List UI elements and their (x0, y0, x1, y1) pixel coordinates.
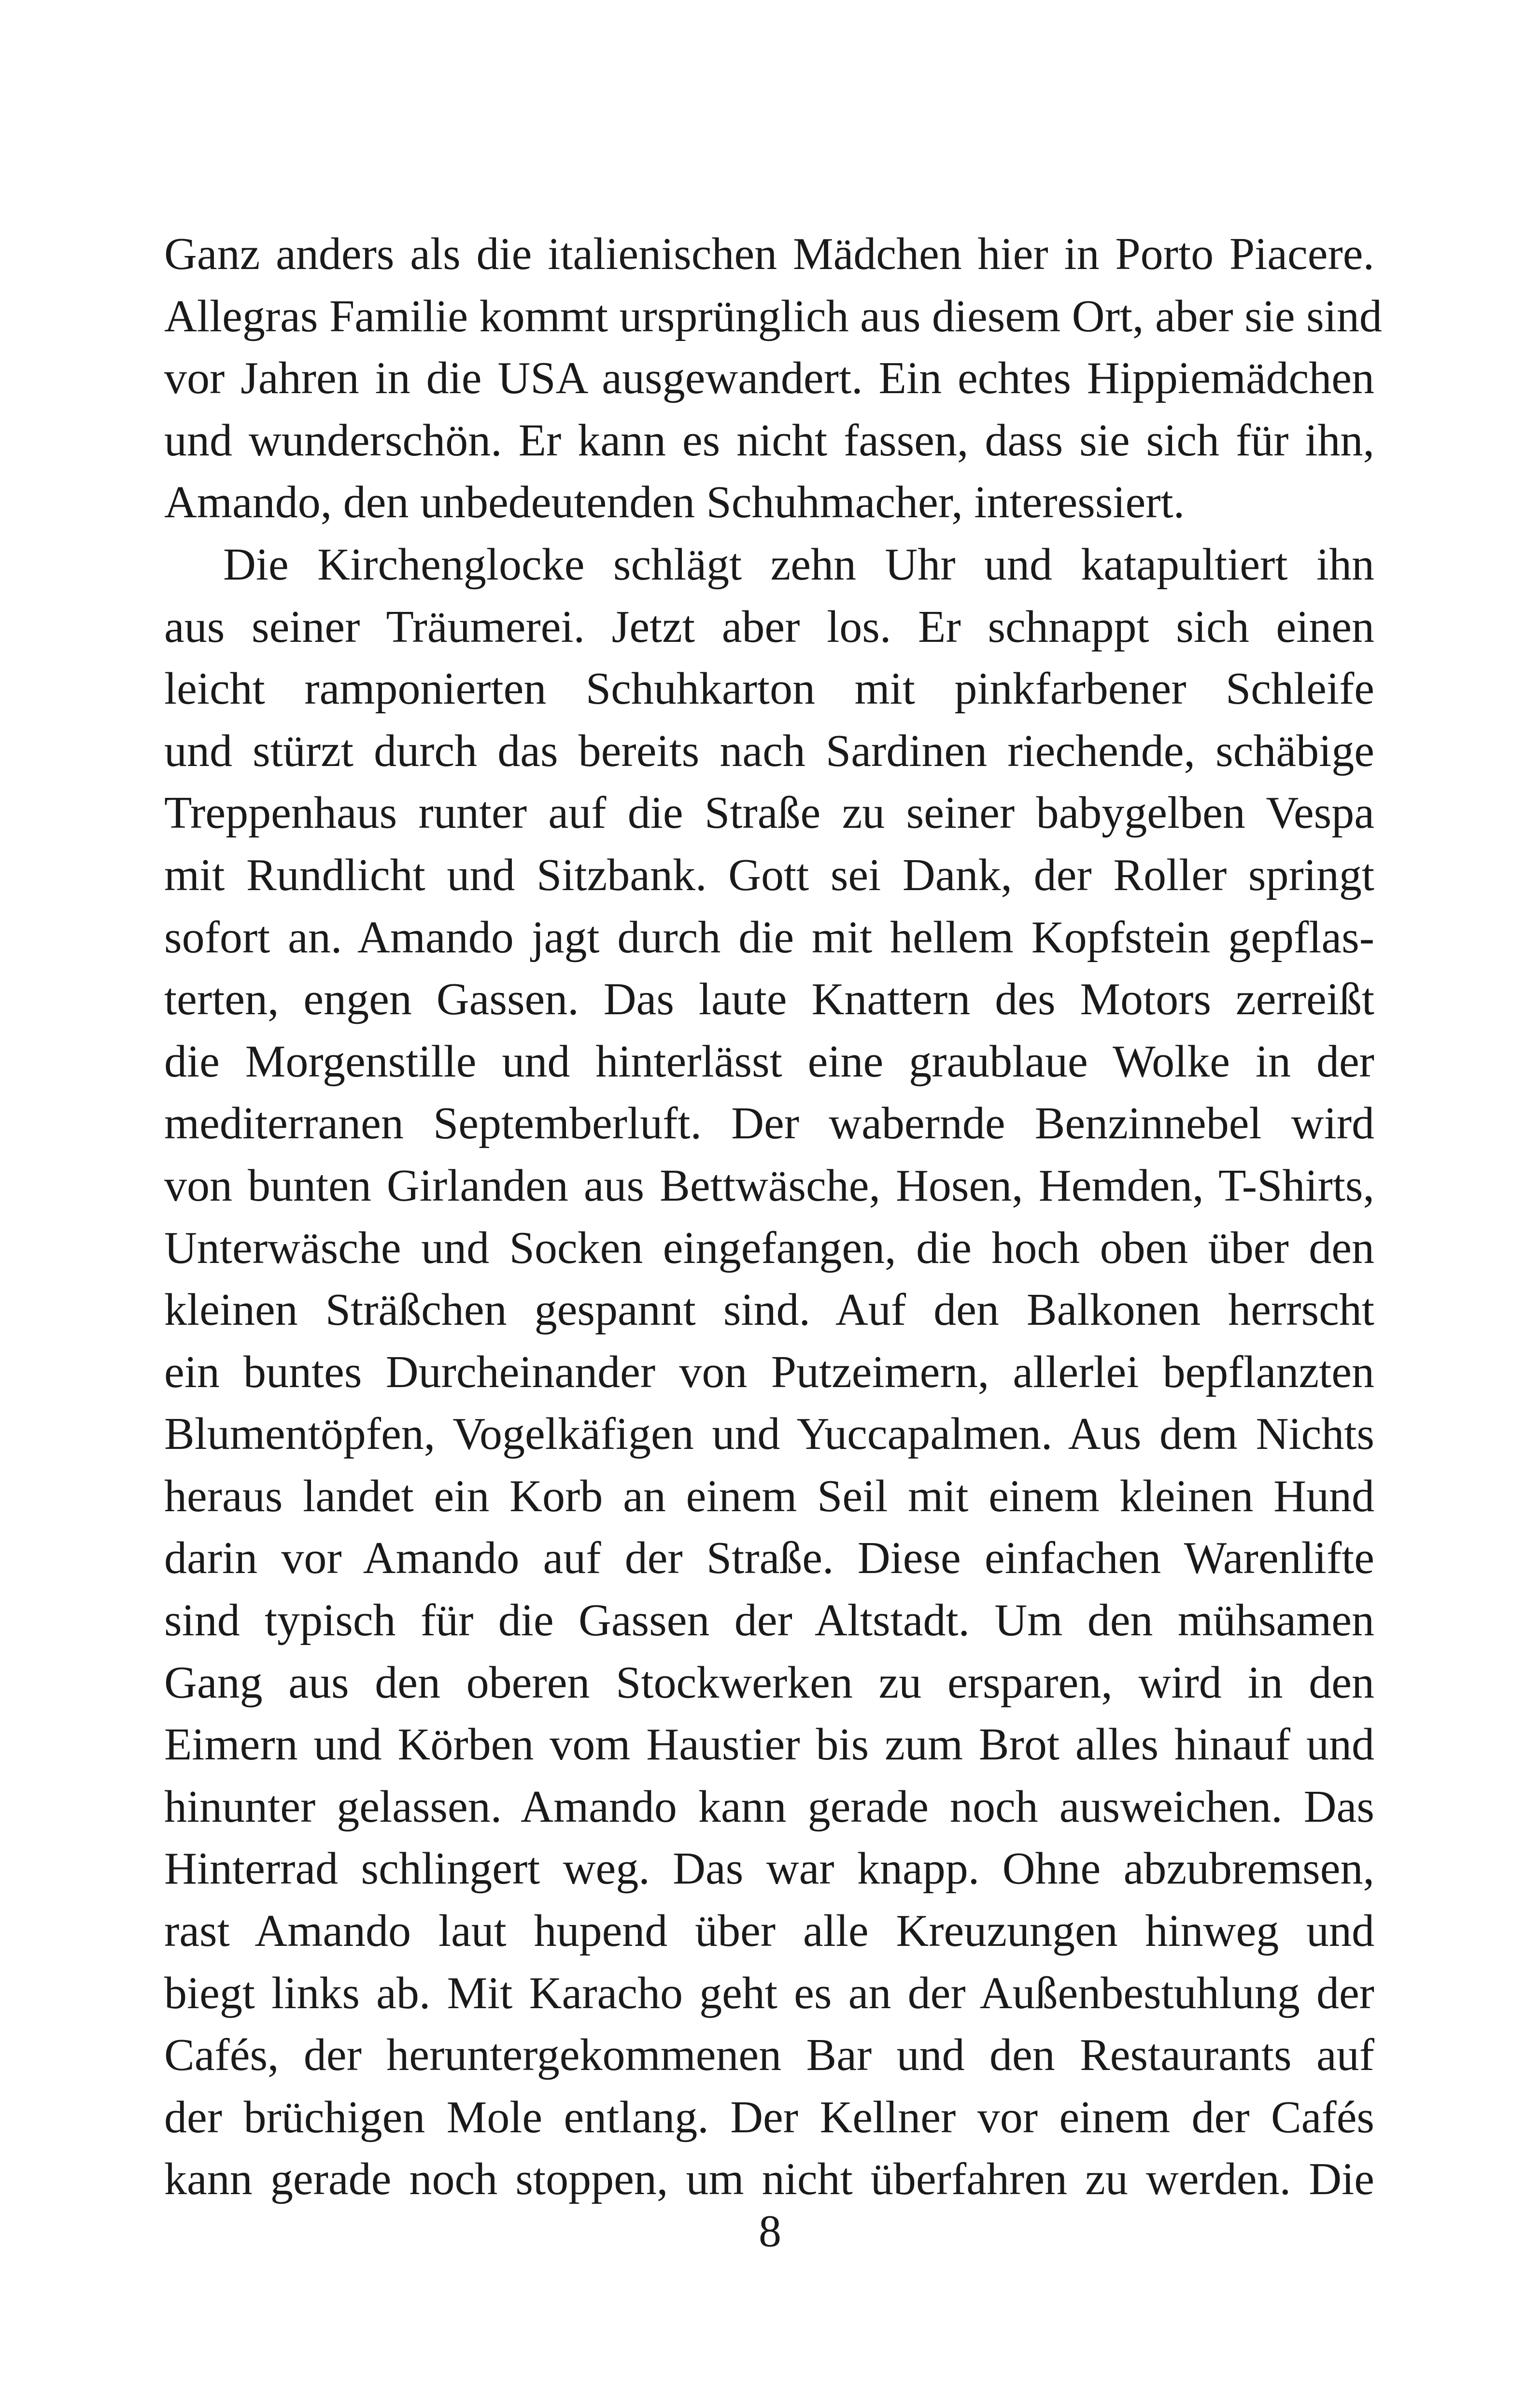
text-line: von bunten Girlanden aus Bettwäsche, Hosen, Hemden, T-Shirts, (164, 1160, 1374, 1211)
text-line: Hinterrad schlingert weg. Das war knapp. Ohne abzubremsen, (164, 1843, 1374, 1894)
text-line: sind typisch für die Gassen der Altstadt. Um den mühsamen (164, 1595, 1374, 1646)
text-line: Cafés, der heruntergekommenen Bar und den Restaurants auf (164, 2030, 1374, 2081)
text-line: Blumentöpfen, Vogelkäfigen und Yuccapalmen. Aus dem Nichts (164, 1409, 1374, 1460)
text-line: sofort an. Amando jagt durch die mit hellem Kopfstein gepflas- (164, 912, 1374, 963)
text-line: der brüchigen Mole entlang. Der Kellner vor einem der Cafés (164, 2092, 1374, 2142)
text-line: Treppenhaus runter auf die Straße zu seiner babygelben Vespa (164, 788, 1374, 838)
text-line: heraus landet ein Korb an einem Seil mit einem kleinen Hund (164, 1471, 1374, 1521)
text-line: Die Kirchenglocke schlägt zehn Uhr und katapultiert ihn (223, 539, 1374, 590)
text-line: Ganz anders als die italienischen Mädchen hier in Porto Piacere. (164, 229, 1374, 279)
text-line: kleinen Sträßchen gespannt sind. Auf den Balkonen herrscht (164, 1285, 1374, 1335)
text-line: mediterranen Septemberluft. Der wabernde Benzinnebel wird (164, 1098, 1374, 1149)
text-line: kann gerade noch stoppen, um nicht überfahren zu werden. Die (164, 2154, 1374, 2205)
text-line: Allegras Familie kommt ursprünglich aus diesem Ort, aber sie sind (164, 291, 1382, 341)
text-line: vor Jahren in die USA ausgewandert. Ein echtes Hippiemädchen (164, 353, 1374, 404)
text-line: mit Rundlicht und Sitzbank. Gott sei Dank, der Roller springt (164, 850, 1374, 900)
text-line: aus seiner Träumerei. Jetzt aber los. Er schnappt sich einen (164, 601, 1374, 652)
text-line: rast Amando laut hupend über alle Kreuzungen hinweg und (164, 1906, 1374, 1956)
text-line: ein buntes Durcheinander von Putzeimern, allerlei bepflanzten (164, 1347, 1374, 1397)
text-line: terten, engen Gassen. Das laute Knattern des Motors zerreißt (164, 974, 1374, 1025)
text-line: hinunter gelassen. Amando kann gerade noch ausweichen. Das (164, 1781, 1374, 1832)
text-line: Gang aus den oberen Stockwerken zu ersparen, wird in den (164, 1657, 1374, 1708)
page-number: 8 (759, 2206, 781, 2256)
body-text (164, 223, 1382, 2211)
text-line: Unterwäsche und Socken eingefangen, die hoch oben über den (164, 1222, 1374, 1273)
text-line: leicht ramponierten Schuhkarton mit pinkfarbener Schleife (164, 664, 1374, 714)
text-line: biegt links ab. Mit Karacho geht es an der Außenbestuhlung der (164, 1968, 1374, 2018)
text-line: die Morgenstille und hinterlässt eine graublaue Wolke in der (164, 1036, 1374, 1087)
text-line: und stürzt durch das bereits nach Sardinen riechende, schäbige (164, 725, 1374, 776)
text-line: und wunderschön. Er kann es nicht fassen, dass sie sich für ihn, (164, 415, 1374, 466)
text-line: Amando, den unbedeutenden Schuhmacher, interessiert. (164, 477, 1185, 528)
text-line: darin vor Amando auf der Straße. Diese einfachen Warenlifte (164, 1533, 1374, 1584)
text-line: Eimern und Körben vom Haustier bis zum Brot alles hinauf und (164, 1719, 1374, 1770)
